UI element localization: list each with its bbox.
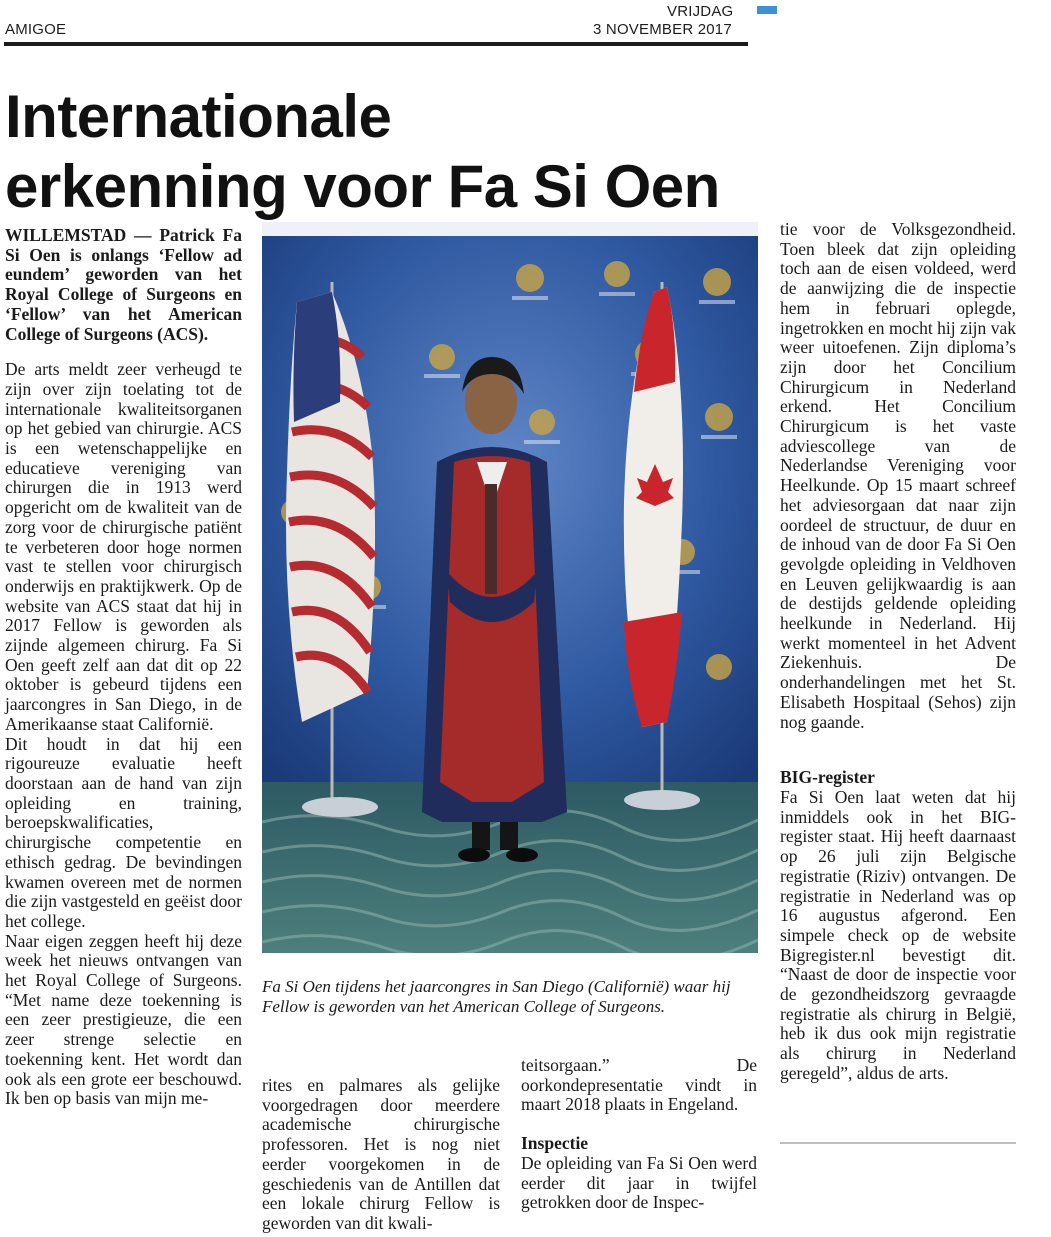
photo-caption: Fa Si Oen tijdens het jaarcongres in San Diego (Californië) waar hij Fellow is geworden van het American College of Surgeons. xyxy=(262,977,731,1016)
column-3-paragraph-2: De opleiding van Fa Si Oen werd eerder dit jaar in twijfel getrokken door de Inspec- xyxy=(521,1152,757,1213)
headline-line-2: erkenning voor Fa Si Oen xyxy=(5,153,720,220)
article-photo xyxy=(262,222,758,953)
column-2 xyxy=(262,1076,500,1234)
column-3 xyxy=(521,1056,757,1213)
subheading-inspectie: Inspectie xyxy=(521,1133,589,1154)
column-1-paragraph-1: De arts meldt zeer verheugd te zijn over zijn toelating tot de internationale kwaliteitsorganen op het gebied van chirurgie. ACS is een wetenschappelijke en educatieve vereniging van chirurgen die in 1913 werd opgericht om de kwaliteit van de zorg voor de chirurgische patiënt te verbeteren door hoge normen vast te stellen voor chirurgisch onderwijs en praktijkwerk. Op de website van ACS staat dat hij in 2017 Fellow is geworden als zijnde algemeen chirurg. Fa Si Oen geeft zelf aan dat dit op 22 oktober is gebeurd tijdens een jaarcongres in San Diego, in de Amerikaanse staat Californië. xyxy=(5,359,242,734)
column-4 xyxy=(780,220,1016,1084)
column-2-paragraph: rites en palmares als gelijke voorgedragen door meerdere academische chirurgische professoren. Het is nog niet eerder voorgekomen in de geschiedenis van de Antillen dat een lokale chirurg Fellow is geworden van dit kwali- xyxy=(262,1075,500,1233)
headline-line-1: Internationale xyxy=(5,83,392,150)
column-4-paragraph-1: tie voor de Volksgezondheid. Toen bleek dat zijn opleiding toch aan de eisen voldeed, werd de aanwijzing die de inspectie hem in februari oplegde, ingetrokken en mocht hij zijn vak weer uitoefenen. Zijn diploma’s zijn door het Concilium Chirurgicum in Nederland erkend. Het Concilium Chirurgicum is het vaste adviescollege van de Nederlandse Vereniging voor Heelkunde. Op 15 maart schreef het adviesorgaan dat naar zijn oordeel de structuur, de duur en de inhoud van de door Fa Si Oen gevolgde opleiding in Veldhoven en Leuven gelijkwaardig is aan de destijds geldende opleiding heelkunde in Nederland. Hij werkt momenteel in het Advent Ziekenhuis. De onderhandelingen met het St. Elisabeth Hospitaal (Sehos) zijn nog gaande. xyxy=(780,219,1016,732)
column-1-paragraph-3: Naar eigen zeggen heeft hij deze week het nieuws ontvangen van het Royal College of Surgeons. “Met name deze toekenning is een zeer prestigieuze, die een zeer strenge selectie en toekenning kent. Het wordt dan ook als een grote eer beschouwd. Ik ben op basis van mijn me- xyxy=(5,930,242,1109)
column-4-paragraph-2: Fa Si Oen laat weten dat hij inmiddels ook in het BIG-register staat. Hij heeft daarnaast op 26 juli zijn Belgische registratie (Riziv) ontvangen. De registratie in Nederland was op 16 augustus afgerond. Een simpele check op de website Bigregister.nl bevestigt dit. “Naast de door de inspectie voor de gezondheidszorg gevraagde registratie als chirurg in België, heb ik dus ook mijn registratie als chirurg in Nederland geregeld”, aldus de arts. xyxy=(780,786,1016,1083)
article-end-rule xyxy=(780,1142,1016,1144)
column-1 xyxy=(5,226,242,1109)
photo-illustration xyxy=(262,222,758,953)
column-3-paragraph-1: teitsorgaan.” De oorkondepresentatie vindt in maart 2018 plaats in Engeland. xyxy=(521,1055,757,1115)
paper-name: AMIGOE xyxy=(5,21,67,38)
article-lead: WILLEMSTAD — Patrick Fa Si Oen is onlangs ‘Fellow ad eundem’ geworden van het Royal College of Surgeons en ‘Fellow’ van het American College of Surgeons (ACS). xyxy=(5,225,242,344)
column-1-paragraph-2: Dit houdt in dat hij een rigoureuze evaluatie heeft doorstaan aan de hand van zijn opleiding en training, beroepskwalificaties, chirurgische competentie en ethisch gedrag. De bevindingen kwamen overeen met de normen die zijn vastgesteld en geëist door het college. xyxy=(5,733,242,931)
subheading-big-register: BIG-register xyxy=(780,767,875,788)
masthead-rule xyxy=(4,42,748,46)
corner-marker xyxy=(757,6,777,14)
issue-day: VRIJDAG xyxy=(667,3,734,20)
issue-date: 3 NOVEMBER 2017 xyxy=(593,21,732,38)
